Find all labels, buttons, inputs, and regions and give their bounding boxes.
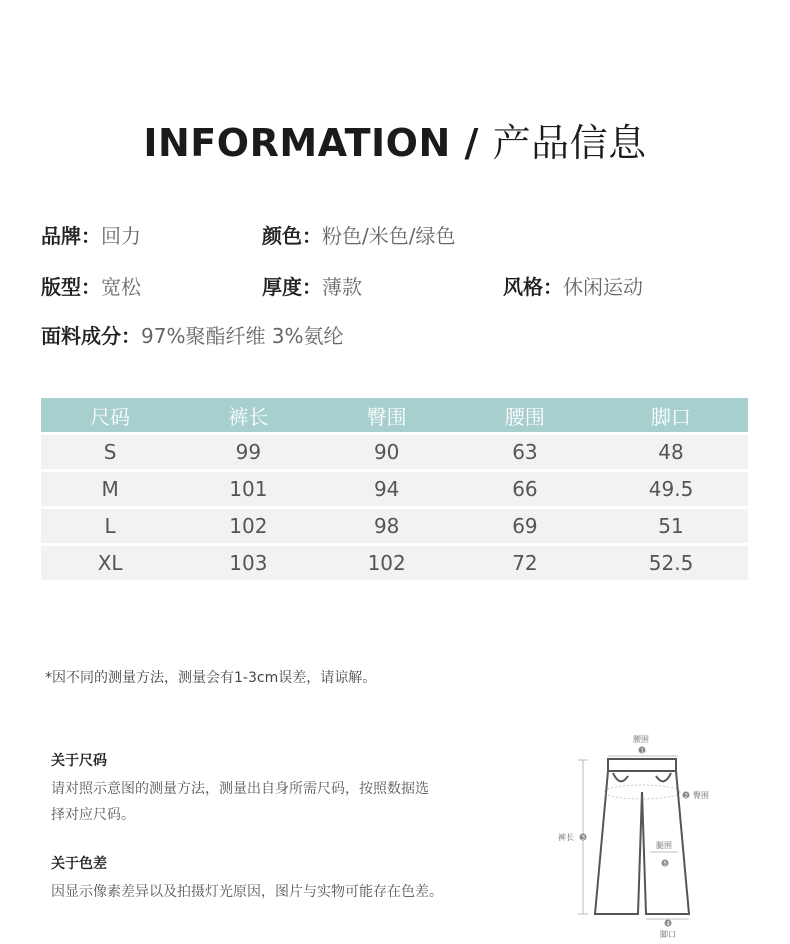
attr-brand: [41, 220, 141, 249]
header-length: 裤长: [179, 398, 317, 432]
cell-length: 99: [179, 432, 317, 469]
cell-hem: 52.5: [594, 543, 748, 580]
attr-thickness: [262, 271, 362, 300]
attr-thickness-label: 厚度：: [262, 275, 322, 299]
cell-waist: 66: [456, 469, 594, 506]
diagram-n2: 2: [684, 792, 689, 800]
diagram-waist-label: 腰围: [633, 735, 649, 744]
title-en: INFORMATION: [143, 121, 451, 165]
cell-hip: 98: [318, 506, 456, 543]
waistband: [608, 759, 676, 771]
size-table: [41, 398, 748, 580]
diagram-n5: 5: [663, 860, 668, 868]
size-table-header-row: [41, 398, 748, 432]
cell-length: 101: [179, 469, 317, 506]
title-separator: /: [450, 121, 493, 165]
cell-hip: 94: [318, 469, 456, 506]
header-hip: 臀围: [318, 398, 456, 432]
cell-length: 102: [179, 506, 317, 543]
page-title: [0, 112, 790, 167]
header-hem: 脚口: [594, 398, 748, 432]
attr-fabric-value: 97%聚酯纤维 3%氨纶: [141, 324, 344, 348]
title-zh: 产品信息: [492, 121, 647, 165]
about-size-line1: 请对照示意图的测量方法，测量出自身所需尺码，按照数据选: [51, 781, 429, 797]
diagram-length-label: 裤长: [558, 833, 574, 842]
about-color-text: 因显示像素差异以及拍摄灯光原因，图片与实物可能存在色差。: [51, 884, 443, 900]
table-row: [41, 432, 748, 469]
left-pocket: [613, 773, 628, 781]
cell-hem: 51: [594, 506, 748, 543]
cell-waist: 63: [456, 432, 594, 469]
cell-size: M: [41, 469, 179, 506]
measurement-note: *因不同的测量方法，测量会有1-3cm误差，请谅解。: [45, 670, 377, 686]
diagram-n1: 1: [640, 747, 645, 755]
diagram-thigh-label: 腿围: [656, 841, 672, 850]
about-size-heading: 关于尺码: [51, 753, 107, 769]
about-size-text: [51, 776, 471, 828]
cell-hem: 49.5: [594, 469, 748, 506]
attr-color-value: 粉色/米色/绿色: [322, 224, 456, 248]
diagram-hem-label: 脚口: [660, 930, 676, 939]
attr-fit: [41, 271, 141, 300]
attr-fit-label: 版型：: [41, 275, 101, 299]
diagram-n3: 3: [581, 834, 586, 842]
diagram-hip-label: 臀围: [693, 791, 709, 800]
attr-fabric: [41, 320, 344, 349]
header-waist: 腰围: [456, 398, 594, 432]
attr-style: [503, 271, 643, 300]
attr-fit-value: 宽松: [101, 275, 141, 299]
attr-thickness-value: 薄款: [322, 275, 362, 299]
pants-outline: [595, 759, 689, 914]
pants-measurement-diagram: [550, 730, 750, 944]
about-color-heading: 关于色差: [51, 856, 107, 872]
cell-size: S: [41, 432, 179, 469]
cell-size: L: [41, 506, 179, 543]
table-row: [41, 469, 748, 506]
attr-fabric-label: 面料成分：: [41, 324, 141, 348]
cell-hip: 102: [318, 543, 456, 580]
diagram-n4: 4: [666, 920, 671, 928]
attr-style-value: 休闲运动: [563, 275, 643, 299]
cell-hem: 48: [594, 432, 748, 469]
cell-hip: 90: [318, 432, 456, 469]
header-size: 尺码: [41, 398, 179, 432]
cell-size: XL: [41, 543, 179, 580]
pant-legs: [595, 771, 689, 914]
attr-color-label: 颜色：: [262, 224, 322, 248]
cell-waist: 72: [456, 543, 594, 580]
table-row: [41, 506, 748, 543]
attr-brand-value: 回力: [101, 224, 141, 248]
attr-style-label: 风格：: [503, 275, 563, 299]
cell-length: 103: [179, 543, 317, 580]
attr-brand-label: 品牌：: [41, 224, 101, 248]
cell-waist: 69: [456, 506, 594, 543]
attr-color: [262, 220, 455, 249]
right-pocket: [656, 773, 671, 781]
about-size-line2: 择对应尺码。: [51, 807, 135, 823]
table-row: [41, 543, 748, 580]
